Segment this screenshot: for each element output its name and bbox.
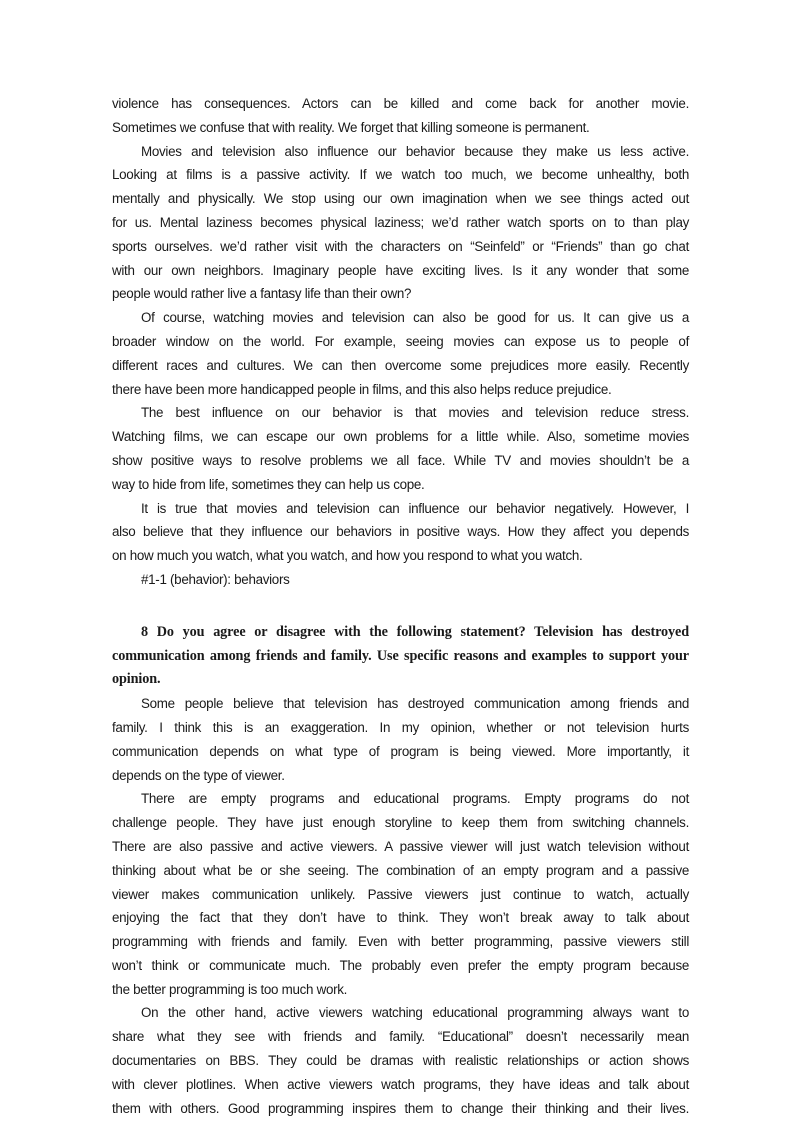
text-line: Of course, watching movies and television can also be good for us. It can give us a (141, 310, 689, 326)
text-line: mentally and physically. We stop using our own imagination when we see things acted out (112, 191, 689, 207)
text-line: challenge people. They have just enough storyline to keep them from switching channels. (112, 815, 689, 831)
text-line: communication among friends and family. Use specific reasons and examples to support your (112, 647, 689, 664)
text-line: also believe that they influence our behaviors in positive ways. How they affect you depends (112, 524, 689, 540)
text-line: thinking about what be or she seeing. The combination of an empty program and a passive (112, 862, 689, 878)
text-line: #1-1 (behavior): behaviors (141, 571, 290, 587)
text-line: there have been more handicapped people in films, and this also helps reduce prejudice. (112, 381, 612, 397)
section-spacer (112, 592, 689, 621)
text-line: There are also passive and active viewers. A passive viewer will just watch television without (112, 838, 689, 854)
paragraph (112, 787, 689, 1001)
text-line: for us. Mental laziness becomes physical laziness; we’d rather watch sports on to than play (112, 214, 689, 230)
text-line: share what they see with friends and family. “Educational” doesn’t necessarily mean (112, 1029, 689, 1045)
paragraph (112, 92, 689, 140)
text-line: The best influence on our behavior is that movies and television reduce stress. (141, 405, 689, 421)
document-page (112, 92, 689, 1120)
text-line: sports ourselves. we’d rather visit with the characters on “Seinfeld” or “Friends” than go chat (112, 238, 689, 254)
text-line: 8 Do you agree or disagree with the following statement? Television has destroyed (141, 623, 689, 640)
text-line: Some people believe that television has destroyed communication among friends and (141, 696, 689, 712)
text-line: with clever plotlines. When active viewers watch programs, they have ideas and talk about (112, 1076, 689, 1092)
text-line: on how much you watch, what you watch, and how you respond to what you watch. (112, 548, 583, 564)
text-line: them with others. Good programming inspires them to change their thinking and their lives. (112, 1100, 689, 1116)
paragraph (112, 568, 689, 592)
text-line: Sometimes we confuse that with reality. We forget that killing someone is permanent. (112, 119, 590, 135)
text-line: Watching films, we can escape our own problems for a little while. Also, sometime movies (112, 429, 689, 445)
text-line: broader window on the world. For example, seeing movies can expose us to people of (112, 333, 689, 349)
text-line: programming with friends and family. Even with better programming, passive viewers still (112, 934, 689, 950)
text-line: way to hide from life, sometimes they can help us cope. (112, 476, 425, 492)
text-line: There are empty programs and educational programs. Empty programs do not (141, 791, 689, 807)
text-line: It is true that movies and television can influence our behavior negatively. However, I (141, 500, 689, 516)
text-line: communication depends on what type of program is being viewed. More importantly, it (112, 743, 689, 759)
text-line: the better programming is too much work. (112, 981, 348, 997)
text-line: people would rather live a fantasy life than their own? (112, 286, 412, 302)
text-line: show positive ways to resolve problems we all face. While TV and movies shouldn’t be a (112, 452, 689, 468)
text-line: with our own neighbors. Imaginary people have exciting lives. Is it any wonder that some (112, 262, 689, 278)
text-line: viewer makes communication unlikely. Passive viewers just continue to watch, actually (112, 886, 689, 902)
question-heading (112, 621, 689, 692)
text-line: family. I think this is an exaggeration. In my opinion, whether or not television hurts (112, 719, 689, 735)
text-line: Looking at films is a passive activity. If we watch too much, we become unhealthy, both (112, 167, 689, 183)
text-line: won’t think or communicate much. The probably even prefer the empty program because (112, 957, 689, 973)
paragraph (112, 1001, 689, 1120)
paragraph (112, 497, 689, 568)
paragraph (112, 692, 689, 787)
text-line: opinion. (112, 671, 161, 688)
paragraph (112, 140, 689, 307)
text-line: documentaries on BBS. They could be dramas with realistic relationships or action shows (112, 1053, 689, 1069)
text-line: different races and cultures. We can then overcome some prejudices more easily. Recently (112, 357, 689, 373)
text-line: violence has consequences. Actors can be killed and come back for another movie. (112, 96, 689, 111)
text-line: enjoying the fact that they don’t have to think. They won’t break away to talk about (112, 910, 689, 926)
text-line: Movies and television also influence our behavior because they make us less active. (141, 143, 689, 159)
paragraph (112, 306, 689, 401)
paragraph (112, 401, 689, 496)
text-line: On the other hand, active viewers watching educational programming always want to (141, 1005, 689, 1021)
text-line: depends on the type of viewer. (112, 767, 285, 783)
